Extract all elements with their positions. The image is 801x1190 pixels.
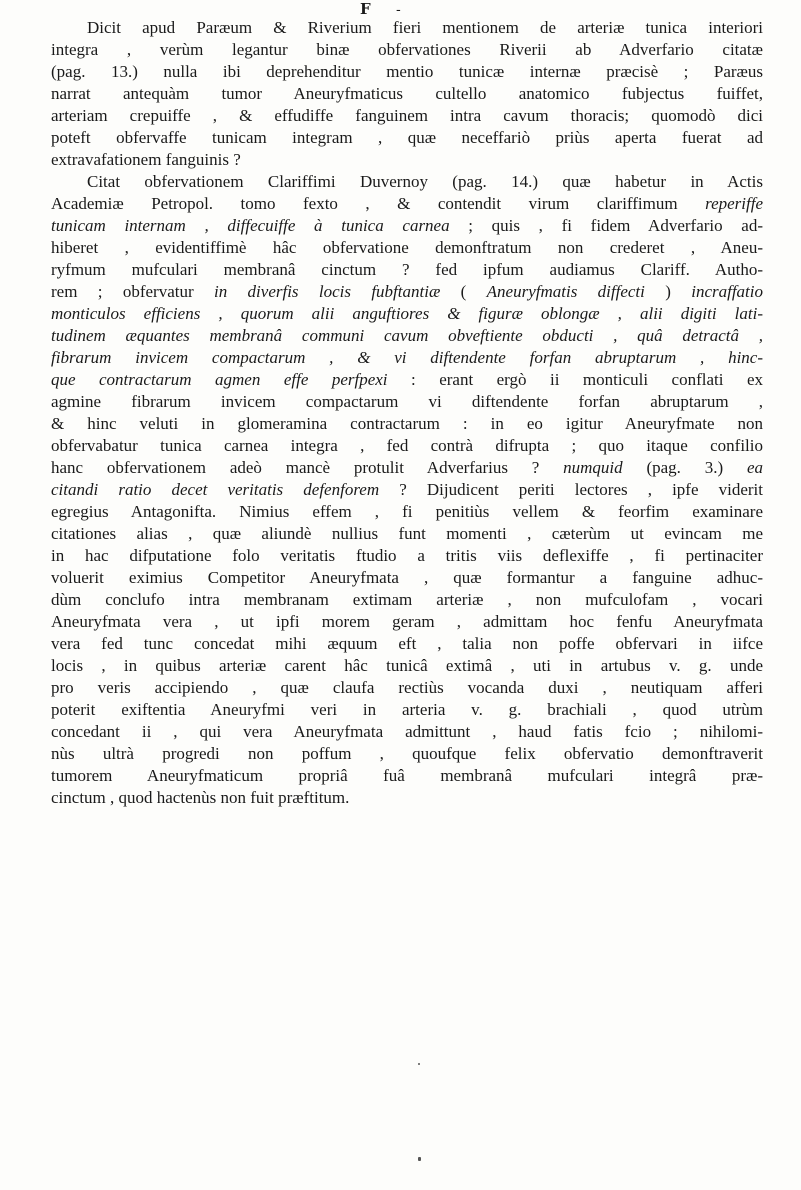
text-line: [51, 435, 763, 457]
roman-text: hanc obfervationem adeò mancè protulit Adverfarius ?: [51, 458, 564, 477]
ink-speck: [418, 1063, 420, 1065]
roman-text: nùs ultrà progredi non poffum , quoufque felix obfervatio demonftraverit: [51, 744, 763, 763]
text-line: [51, 457, 763, 479]
italic-text: reperiffe: [705, 194, 763, 213]
italic-text: numquid: [563, 458, 623, 477]
text-line: [51, 501, 763, 523]
text-line: [51, 193, 763, 215]
text-line: [51, 567, 763, 589]
text-line: [51, 655, 763, 677]
text-line: [51, 105, 763, 127]
roman-text: tumorem Aneuryfmaticum propriâ fuâ membranâ mufculari integrâ præ-: [51, 766, 763, 785]
roman-text: poterit exiftentia Aneuryfmi veri in arteria v. g. brachiali , quod utrùm: [51, 700, 763, 719]
roman-text: integra , verùm legantur binæ obfervationes Riverii ab Adverfario citatæ: [51, 40, 763, 59]
ink-speck: [418, 1157, 421, 1161]
italic-text: in diverfis locis fubftantiæ: [213, 282, 441, 301]
roman-text: egregius Antagonifta. Nimius effem , fi penitiùs vellem & feorfim examinare: [51, 502, 763, 521]
body-text: [51, 17, 763, 809]
text-line: [51, 479, 763, 501]
roman-text: & hinc veluti in glomeramina contractarum : in eo igitur Aneuryfmate non: [51, 414, 763, 433]
italic-text: incraffatio: [691, 282, 763, 301]
roman-text: extravafationem fanguinis ?: [51, 150, 241, 169]
roman-text: pro veris accipiendo , quæ claufa rectiùs vocanda duxi , neutiquam afferi: [51, 678, 763, 697]
roman-text: obfervabatur tunica carnea integra , fed contrà difrupta ; quo itaque confilio: [51, 436, 763, 455]
text-line: [51, 149, 763, 171]
italic-text: Aneuryfmatis diffecti: [486, 282, 645, 301]
text-line: [51, 611, 763, 633]
text-line: [51, 589, 763, 611]
text-line: [51, 787, 763, 809]
text-line: [51, 303, 763, 325]
roman-text: citationes alias , quæ aliundè nullius funt momenti , cæterùm ut evincam me: [51, 524, 763, 543]
text-line: [51, 765, 763, 787]
italic-text: fibrarum invicem compactarum , & vi diftendente forfan abruptarum , hinc-: [51, 348, 763, 367]
text-line: [51, 215, 763, 237]
italic-text: monticulos efficiens , quorum alii anguftiores & figuræ oblongæ , alii digiti lati-: [51, 304, 763, 323]
text-line: [51, 83, 763, 105]
italic-text: que contractarum agmen effe perfpexi: [51, 370, 388, 389]
text-line: [51, 61, 763, 83]
roman-text: Aneuryfmata vera , ut ipfi morem geram , admittam hoc fenfu Aneuryfmata: [51, 612, 763, 631]
roman-text: agmine fibrarum invicem compactarum vi diftendente forfan abruptarum ,: [51, 392, 763, 411]
paragraph: [51, 171, 763, 809]
text-line: [51, 281, 763, 303]
text-line: [51, 237, 763, 259]
text-line: [51, 347, 763, 369]
text-line: [51, 259, 763, 281]
roman-text: rem ; obfervatur: [51, 282, 214, 301]
text-line: [51, 413, 763, 435]
roman-text: concedant ii , qui vera Aneuryfmata admittunt , haud fatis fcio ; nihilomi-: [51, 722, 763, 741]
text-line: [51, 17, 763, 39]
roman-text: poteft obfervaffe tunicam integram , quæ neceffariò priùs aperta fuerat ad: [51, 128, 763, 147]
text-line: [51, 721, 763, 743]
text-line: [51, 545, 763, 567]
text-line: [51, 127, 763, 149]
signature-mark: F: [360, 0, 372, 18]
text-line: [51, 391, 763, 413]
roman-text: (: [440, 282, 487, 301]
italic-text: citandi ratio decet veritatis defenforem: [51, 480, 380, 499]
roman-text: vera fed tunc concedat mihi æquum eft , talia non poffe obfervari in iifce: [51, 634, 763, 653]
paragraph: [51, 17, 763, 171]
roman-text: : erant ergò ii monticuli conflati ex: [387, 370, 763, 389]
roman-text: hiberet , evidentiffimè hâc obfervatione demonftratum non crederet , Aneu-: [51, 238, 763, 257]
text-line: [51, 743, 763, 765]
roman-text: dùm conclufo intra membranam extimam arteriæ , non mufculofam , vocari: [51, 590, 763, 609]
roman-text: ): [644, 282, 692, 301]
text-line: [51, 523, 763, 545]
text-line: [51, 699, 763, 721]
roman-text: cinctum , quod hactenùs non fuit præftitum.: [51, 788, 350, 807]
roman-text: ryfmum mufculari membranâ cinctum ? fed ipfum audiamus Clariff. Autho-: [51, 260, 763, 279]
text-line: [51, 633, 763, 655]
text-line: [51, 39, 763, 61]
italic-text: ea: [746, 458, 763, 477]
roman-text: voluerit eximius Competitor Aneuryfmata , quæ formantur a fanguine adhuc-: [51, 568, 763, 587]
text-line: [51, 677, 763, 699]
text-line: [51, 325, 763, 347]
roman-text: arteriam crepuiffe , & effudiffe fanguinem intra cavum thoracis; quomodò dici: [51, 106, 763, 125]
italic-text: tunicam internam , diffecuiffe à tunica carnea: [51, 216, 450, 235]
text-line: [51, 171, 763, 193]
roman-text: locis , in quibus arteriæ carent hâc tunicâ extimâ , uti in artubus v. g. unde: [51, 656, 763, 675]
roman-text: in hac difputatione folo veritatis ftudio a tritis viis deflexiffe , fi pertinaciter: [51, 546, 763, 565]
roman-text: ; quis , fi fidem Adverfario ad-: [449, 216, 763, 235]
roman-text: narrat antequàm tumor Aneuryfmaticus cultello anatomico fubjectus fuiffet,: [51, 84, 763, 103]
roman-text: ? Dijudicent periti lectores , ipfe viderit: [379, 480, 763, 499]
italic-text: tudinem æquantes membranâ communi cavum obveftiente obducti , quâ detractâ ,: [51, 326, 763, 345]
roman-text: (pag. 13.) nulla ibi deprehenditur mentio tunicæ internæ præcisè ; Paræus: [51, 62, 763, 81]
roman-text: (pag. 3.): [622, 458, 747, 477]
text-line: [51, 369, 763, 391]
roman-text: Citat obfervationem Clariffimi Duvernoy (pag. 14.) quæ habetur in Actis: [87, 172, 763, 191]
signature-dash: -: [396, 2, 401, 18]
roman-text: Dicit apud Paræum & Riverium fieri mentionem de arteriæ tunica interiori: [87, 18, 763, 37]
roman-text: Academiæ Petropol. tomo fexto , & contendit virum clariffimum: [51, 194, 706, 213]
